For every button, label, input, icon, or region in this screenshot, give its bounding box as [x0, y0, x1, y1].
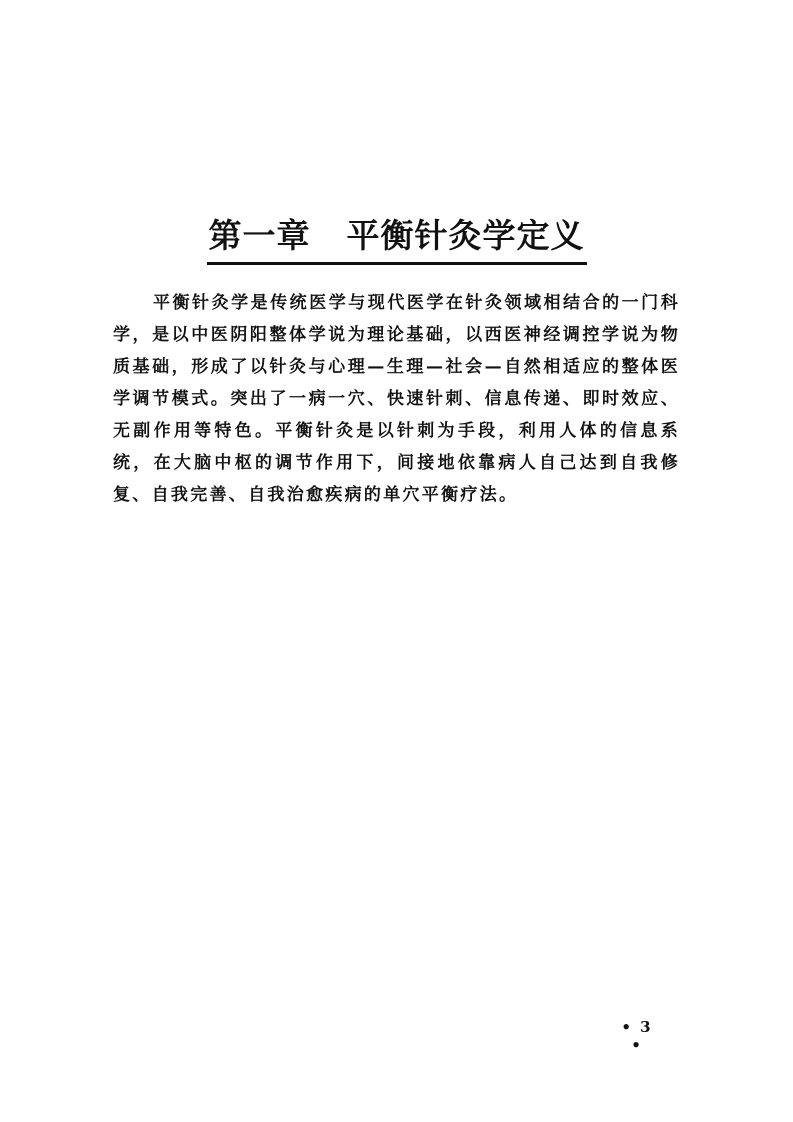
- chapter-name: 平衡针灸学定义: [346, 216, 585, 255]
- page-number: • 3 •: [621, 1018, 653, 1054]
- chapter-number: 第一章: [208, 216, 311, 255]
- body-paragraph: 平衡针灸学是传统医学与现代医学在针灸领域相结合的一门科学，是以中医阴阳整体学说为理论基础，以西医神经调控学说为物质基础，形成了以针灸与心理—生理—社会—自然相适应的整体医学调节模式。突出了一病一穴、快速针刺、信息传递、即时效应、无副作用等特色。平衡针灸是以针刺为手段，利用人体的信息系统，在大脑中枢的调节作用下，间接地依靠病人自己达到自我修复、自我完善、自我治愈疾病的单穴平衡疗法。: [113, 293, 680, 505]
- chapter-heading: [0, 214, 793, 265]
- chapter-title: [207, 214, 587, 265]
